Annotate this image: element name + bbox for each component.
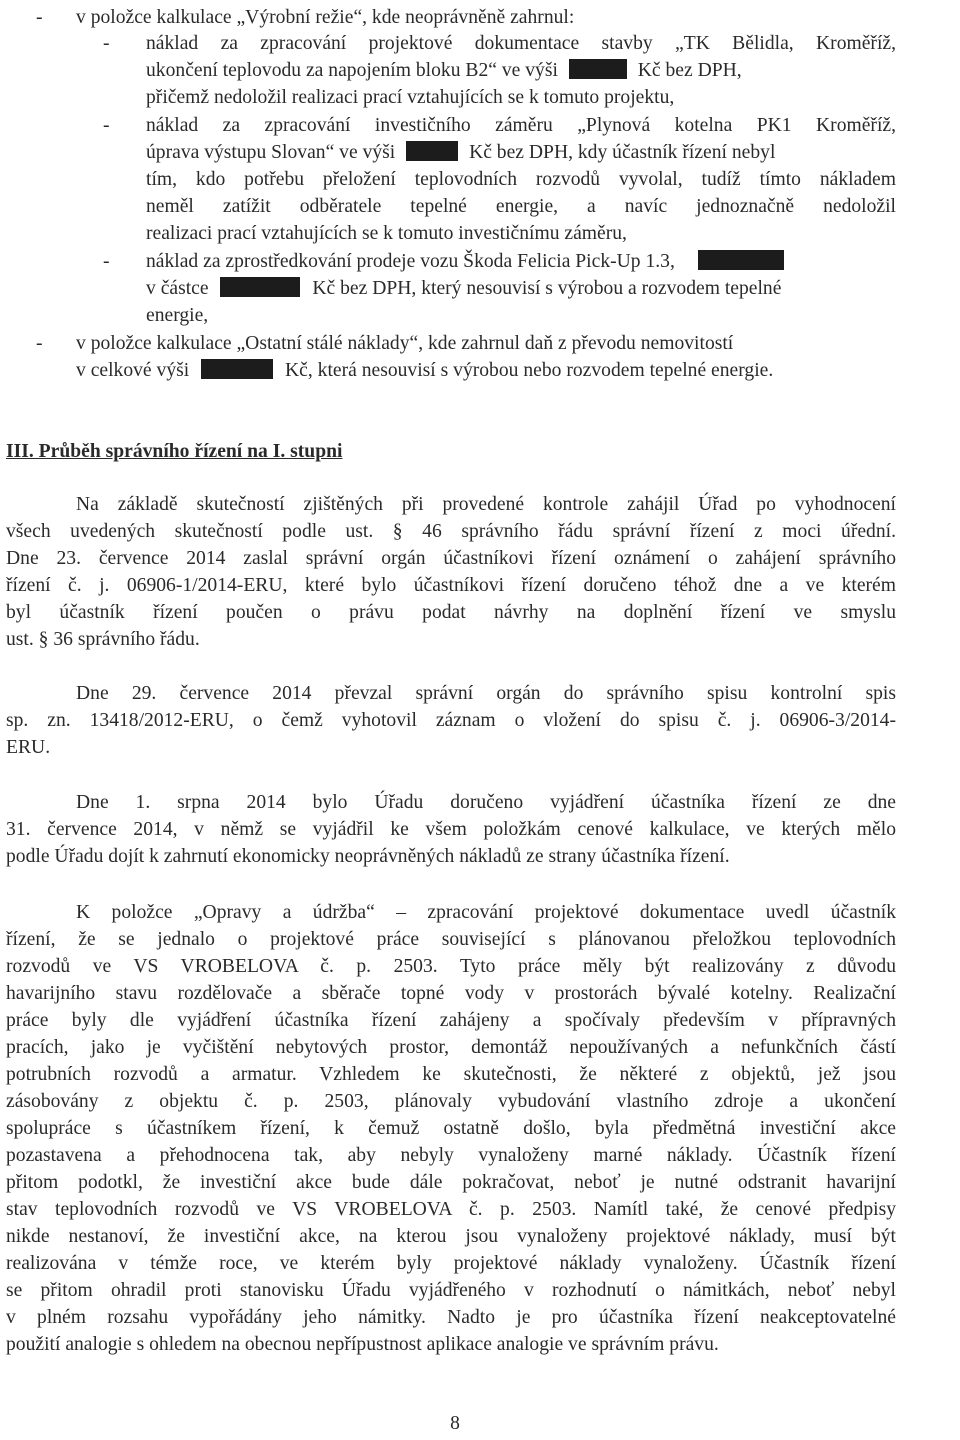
text-fragment: úprava výstupu Slovan“ ve výši xyxy=(146,142,396,163)
sublist-item-line: realizaci prací vztahujících se k tomuto investičnímu záměru, xyxy=(146,223,627,244)
paragraph-line: zásobovány z objektu č. p. 2503, plánovaly vybudování vlastního zdroje a ukončení xyxy=(6,1091,896,1112)
paragraph-line: práce byly dle vyjádření účastníka řízení zahájeny a spočívaly především v přípravných xyxy=(6,1010,896,1031)
text-fragment: v částce xyxy=(146,278,209,299)
list-item-line: v položce kalkulace „Výrobní režie“, kde neoprávněně zahrnul: xyxy=(76,7,575,28)
paragraph-line: spolupráce s účastníkem řízení, k čemuž ostatně došlo, byla předmětná investiční akce xyxy=(6,1118,896,1139)
text-fragment: v celkové výši xyxy=(76,360,190,381)
sublist-item-line xyxy=(146,275,896,302)
paragraph-line: pracích, jako je vyčištění nebytových prostor, demontáž nepoužívaných a nefunkčních částí xyxy=(6,1037,896,1058)
paragraph-line: rozvodů ve VS VROBELOVA č. p. 2503. Tyto práce měly být realizovány z důvodu xyxy=(6,956,896,977)
paragraph-line: sp. zn. 13418/2012-ERU, o čemž vyhotovil záznam o vložení do spisu č. j. 06906-3/2014- xyxy=(6,710,896,731)
sublist-item-line xyxy=(146,248,896,275)
redaction-box xyxy=(569,59,627,79)
paragraph-line: podle Úřadu dojít k zahrnutí ekonomicky neoprávněných nákladů ze strany účastníka řízení. xyxy=(6,846,730,867)
redaction-box xyxy=(698,250,784,270)
redaction-box xyxy=(406,141,458,161)
sublist-item-line: přičemž nedoložil realizaci prací vztahujících se k tomuto projektu, xyxy=(146,87,675,108)
paragraph-line: 31. července 2014, v němž se vyjádřil ke všem položkám cenové kalkulace, ve kterých mělo xyxy=(6,819,896,840)
sublist-dash: - xyxy=(103,251,110,272)
paragraph-line: K položce „Opravy a údržba“ – zpracování projektové dokumentace uvedl účastník xyxy=(76,902,896,923)
sublist-item-line xyxy=(146,139,896,166)
text-fragment: Kč bez DPH, který nesouvisí s výrobou a rozvodem tepelné xyxy=(312,278,782,299)
paragraph-line: byl účastník řízení poučen o právu podat návrhy na doplnění řízení ve smyslu xyxy=(6,602,896,623)
sublist-item-line: náklad za zpracování investičního záměru „Plynová kotelna PK1 Kroměříž, xyxy=(146,115,896,136)
paragraph-line: Dne 1. srpna 2014 bylo Úřadu doručeno vyjádření účastníka řízení ze dne xyxy=(76,792,896,813)
paragraph-line: ust. § 36 správního řádu. xyxy=(6,629,200,650)
paragraph-line: Dne 29. července 2014 převzal správní orgán do správního spisu kontrolní spis xyxy=(76,683,896,704)
paragraph-line: Na základě skutečností zjištěných při provedené kontrole zahájil Úřad po vyhodnocení xyxy=(76,494,896,515)
paragraph-line: všech uvedených skutečností podle ust. § 46 správního řádu správní řízení z moci úřední. xyxy=(6,521,896,542)
paragraph-line: nikde nestanoví, že investiční akce, na kterou jsou vynaloženy projektové náklady, musí být xyxy=(6,1226,896,1247)
section-heading: III. Průběh správního řízení na I. stupni xyxy=(6,441,343,462)
paragraph-line: řízení č. j. 06906-1/2014-ERU, které bylo účastníkovi řízení doručeno téhož dne a ve kterém xyxy=(6,575,896,596)
paragraph-line: stav teplovodních rozvodů ve VS VROBELOVA č. p. 2503. Namítl také, že cenové předpisy xyxy=(6,1199,896,1220)
page-number: 8 xyxy=(450,1413,460,1434)
sublist-dash: - xyxy=(103,115,110,136)
paragraph-line: přitom podotkl, že investiční akce bude dále pokračovat, neboť je nutné odstranit havarijní xyxy=(6,1172,896,1193)
paragraph-line: se přitom ohradil proti stanovisku Úřadu vyjádřeného v rozhodnutí o námitkách, neboť nebyl xyxy=(6,1280,896,1301)
list-dash: - xyxy=(36,333,43,354)
sublist-item-line xyxy=(146,57,896,84)
paragraph-line: řízení, že se jednalo o projektové práce související s plánovanou přeložkou teplovodních xyxy=(6,929,896,950)
paragraph-line: ERU. xyxy=(6,737,51,758)
sublist-item-line: tím, kdo potřebu přeložení teplovodních rozvodů vyvolal, tudíž tímto nákladem xyxy=(146,169,896,190)
list-item-line: v položce kalkulace „Ostatní stálé náklady“, kde zahrnul daň z převodu nemovitostí xyxy=(76,333,734,354)
text-fragment: Kč bez DPH, kdy účastník řízení nebyl xyxy=(469,142,776,163)
list-dash: - xyxy=(36,7,43,28)
text-fragment: náklad za zprostředkování prodeje vozu Škoda Felicia Pick-Up 1.3, xyxy=(146,251,675,272)
sublist-item-line: náklad za zpracování projektové dokumentace stavby „TK Bělidla, Kroměříž, xyxy=(146,33,896,54)
list-item-line xyxy=(76,357,773,384)
redaction-box xyxy=(220,277,300,297)
sublist-item-line: energie, xyxy=(146,305,209,326)
paragraph-line: Dne 23. července 2014 zaslal správní orgán účastníkovi řízení oznámení o zahájení správního xyxy=(6,548,896,569)
paragraph-line: realizována v témže roce, ve kterém byly projektové náklady vynaloženy. Účastník řízení xyxy=(6,1253,896,1274)
text-fragment: Kč, která nesouvisí s výrobou nebo rozvodem tepelné energie. xyxy=(285,360,774,381)
paragraph-line: použití analogie s ohledem na obecnou nepřípustnost aplikace analogie ve správním právu. xyxy=(6,1334,719,1355)
paragraph-line: havarijního stavu rozdělovače a sběrače topné vody v prostorách bývalé kotelny. Realizační xyxy=(6,983,896,1004)
text-fragment: ukončení teplovodu za napojením bloku B2“ ve výši xyxy=(146,60,558,81)
sublist-dash: - xyxy=(103,33,110,54)
paragraph-line: v plném rozsahu vypořádány jeho námitky. Nadto je pro účastníka řízení neakceptovatelné xyxy=(6,1307,896,1328)
paragraph-line: potrubních rozvodů a armatur. Vzhledem ke skutečnosti, že některé z objektů, jež jsou xyxy=(6,1064,896,1085)
redaction-box xyxy=(201,359,273,379)
paragraph-line: pozastavena a přehodnocena tak, aby nebyly vynaloženy marné náklady. Účastník řízení xyxy=(6,1145,896,1166)
text-fragment: Kč bez DPH, xyxy=(637,60,742,81)
sublist-item-line: neměl zatížit odběratele tepelné energie, a navíc jednoznačně nedoložil xyxy=(146,196,896,217)
